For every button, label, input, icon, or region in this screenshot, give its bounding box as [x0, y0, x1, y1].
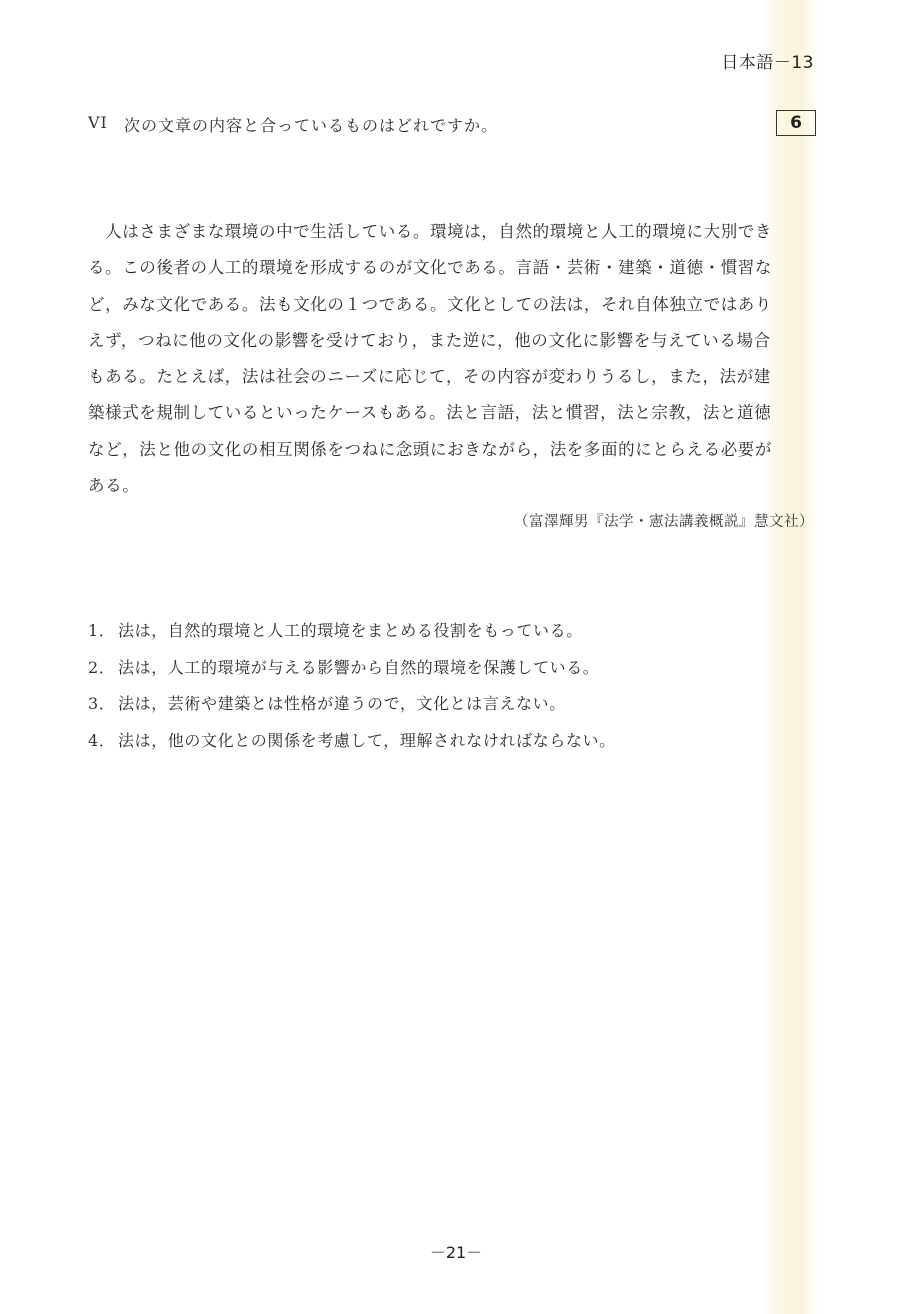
choice-text: 法は，芸術や建築とは性格が違うので，文化とは言えない。 [118, 694, 566, 713]
choice-3[interactable] [88, 691, 788, 728]
passage-line: えず，つねに他の文化の影響を受けており，また逆に，他の文化に影響を与えている場合 [88, 330, 771, 350]
passage-line: もある。たとえば，法は社会のニーズに応じて，その内容が変わりうるし，また，法が建 [88, 367, 771, 387]
choice-1[interactable] [88, 618, 788, 655]
passage-line: など，法と他の文化の相互関係をつねに念頭におきながら，法を多面的にとらえる必要が [88, 439, 772, 459]
passage-line: 築様式を規制しているといったケースもある。法と言語，法と慣習，法と宗教，法と道徳 [88, 403, 772, 423]
choice-number: 3． [88, 694, 116, 713]
question-number: VI [88, 113, 108, 132]
source-citation: （富澤輝男『法学・憲法講義概説』慧文社） [514, 514, 814, 530]
running-header: 日本語－13 [721, 53, 814, 73]
reading-passage [88, 214, 816, 504]
choice-number: 2． [88, 657, 116, 677]
question-row [88, 110, 816, 140]
choice-text: 法は，他の文化との関係を考慮して，理解されなければならない。 [118, 730, 616, 750]
choice-text: 法は，自然的環境と人工的環境をまとめる役割をもっている。 [118, 621, 583, 640]
answer-choices [88, 618, 788, 764]
choice-4[interactable] [88, 728, 788, 765]
choice-text: 法は，人工的環境が与える影響から自然的環境を保護している。 [118, 657, 600, 677]
passage-line: る。この後者の人工的環境を形成するのが文化である。言語・芸術・建築・道徳・慣習な [88, 258, 772, 278]
page-number: －21－ [429, 1243, 483, 1262]
answer-number-box: 6 [776, 110, 816, 136]
passage-line: ど，みな文化である。法も文化の１つである。文化としての法は，それ自体独立ではあり [88, 294, 772, 314]
question-prompt: 次の文章の内容と合っているものはどれですか。 [124, 116, 499, 135]
choice-2[interactable] [88, 655, 788, 692]
passage-line: ある。 [88, 476, 140, 496]
choice-number: 1． [88, 621, 116, 640]
choice-number: 4． [88, 730, 116, 750]
passage-line: 人はさまざまな環境の中で生活している。環境は，自然的環境と人工的環境に大別でき [88, 222, 772, 241]
